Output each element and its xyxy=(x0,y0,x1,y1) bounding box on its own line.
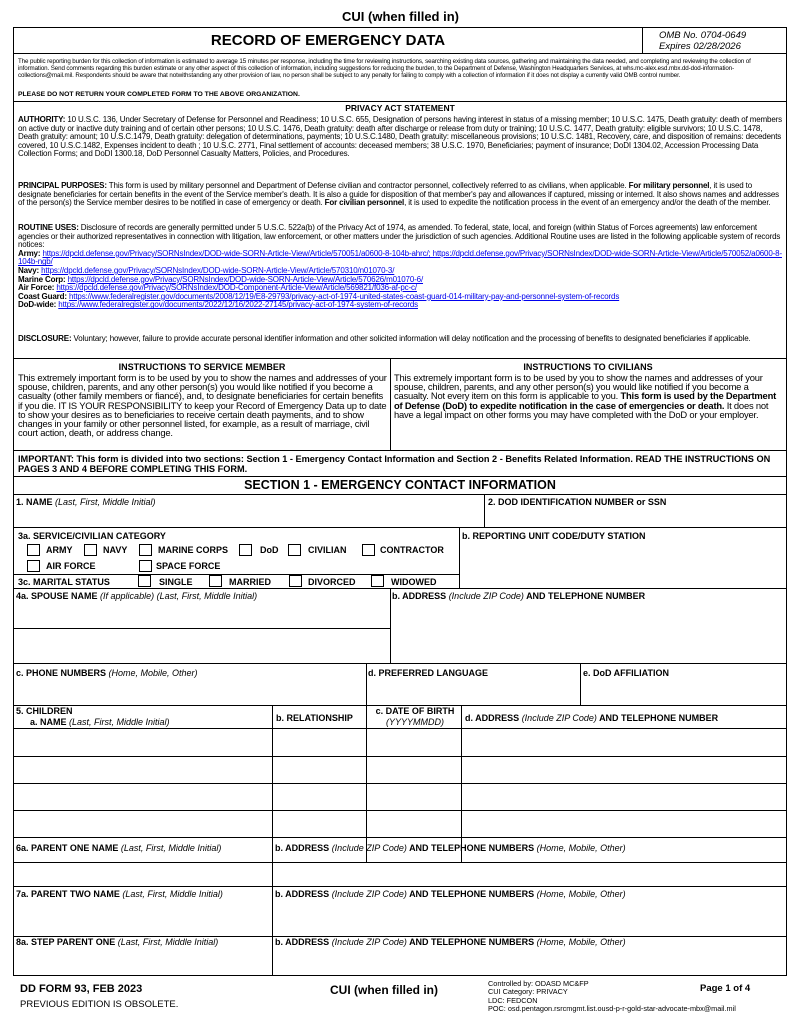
married-checkbox[interactable] xyxy=(209,575,222,587)
label-hint: (Last, First, Middle Initial) xyxy=(69,717,170,727)
label-hint: (Last, First, Middle Initial) xyxy=(117,937,219,947)
label-text: 1. NAME xyxy=(16,497,53,507)
contractor-checkbox[interactable] xyxy=(362,544,375,556)
divider xyxy=(14,527,786,528)
divider xyxy=(14,574,460,575)
single-label: SINGLE xyxy=(159,577,193,587)
purposes-text: This form is used by military personnel and Department of Defense civilian and contractor personnel, collectively referred to as civilians, when applicable. xyxy=(106,181,629,190)
label-hint: (Home, Mobile, Other) xyxy=(536,937,626,947)
member-instructions-title: INSTRUCTIONS TO SERVICE MEMBER xyxy=(118,362,286,372)
field-7a-label xyxy=(16,889,223,899)
field-6a-label xyxy=(16,843,221,853)
space-force-label: SPACE FORCE xyxy=(156,561,221,571)
label-text: b. ADDRESS xyxy=(275,937,330,947)
purposes-text: , it is used to designate beneficiaries for certain benefits in the event of the Service member's death. It is also a guide for disposition of that member's pay and allowances if captured, missing or interned. It also shows names and addresses of the person(s) the Service member desires to be notified in case of emergency or death. xyxy=(18,181,779,208)
label-text: a. NAME xyxy=(30,717,67,727)
purposes-bold: For civilian personnel xyxy=(324,198,405,208)
field-3c-label: 3c. MARITAL STATUS xyxy=(18,577,110,587)
parent-two-name-input[interactable] xyxy=(14,901,272,936)
form-page xyxy=(13,27,787,976)
obsolete-notice: PREVIOUS EDITION IS OBSOLETE. xyxy=(20,999,179,1010)
label-text: b. ADDRESS xyxy=(275,889,330,899)
label-text: 7a. PARENT TWO NAME xyxy=(16,889,120,899)
divider xyxy=(14,494,786,495)
field-2-label: 2. DOD IDENTIFICATION NUMBER or SSN xyxy=(488,497,667,507)
contractor-label: CONTRACTOR xyxy=(380,545,444,555)
label-hint: (Last, First, Middle Initial) xyxy=(55,497,156,507)
label-text: 6a. PARENT ONE NAME xyxy=(16,843,119,853)
label-text: b. ADDRESS xyxy=(275,843,330,853)
label-hint: (YYYYMMDD) xyxy=(386,717,444,727)
dod-id-input[interactable] xyxy=(485,496,786,527)
parent-two-address-input[interactable] xyxy=(273,901,786,936)
step-parent-name-input[interactable] xyxy=(14,949,272,975)
sorn-label: Army: xyxy=(18,248,41,258)
divider xyxy=(14,101,786,102)
disclosure-paragraph xyxy=(18,335,782,344)
divider xyxy=(14,663,786,664)
child-row-3[interactable] xyxy=(14,784,786,810)
single-checkbox[interactable] xyxy=(138,575,151,587)
spouse-address-input[interactable] xyxy=(391,602,786,663)
child-row-4[interactable] xyxy=(14,811,786,837)
divorced-label: DIVORCED xyxy=(308,577,356,587)
parent-one-address-input[interactable] xyxy=(273,863,786,886)
sorn-link[interactable]: https://dpcld.defense.gov/Privacy/SORNsIndex/DOD-Component-Article-View/Article/569821/f036-af-pc-c/ xyxy=(56,283,417,293)
field-6b-label xyxy=(275,843,626,853)
dod-affiliation-input[interactable] xyxy=(581,680,786,705)
sorn-link[interactable]: https://dpcld.defense.gov/Privacy/SORNsIndex/DOD-wide-SORN-Article-View/Article/570310/n01070-3/ xyxy=(41,265,395,275)
duty-station-input[interactable] xyxy=(460,542,786,588)
field-5a-label xyxy=(16,717,170,728)
label-hint: (Home, Mobile, Other) xyxy=(108,668,198,678)
widowed-label: WIDOWED xyxy=(391,577,437,587)
field-7b-label xyxy=(275,889,626,899)
controlled-by: Controlled by: ODASD MC&FP xyxy=(488,979,589,988)
sorn-label: Marine Corp: xyxy=(18,274,66,284)
dod-label: DoD xyxy=(260,545,279,555)
divider xyxy=(14,450,786,451)
form-identifier: DD FORM 93, FEB 2023 xyxy=(20,983,143,995)
name-input[interactable] xyxy=(14,496,484,527)
label-text: c. PHONE NUMBERS xyxy=(16,668,107,678)
divider xyxy=(14,886,786,887)
sorn-label: Navy: xyxy=(18,265,40,275)
purposes-bold: For military personnel xyxy=(628,181,710,190)
field-4e-label: e. DoD AFFILIATION xyxy=(583,668,669,678)
privacy-act-title: PRIVACY ACT STATEMENT xyxy=(345,103,455,113)
widowed-checkbox[interactable] xyxy=(371,575,384,587)
purposes-text: , it is used to expedite the notification process in the event of an emergency and/or the death of the member. xyxy=(404,198,771,208)
form-title: RECORD OF EMERGENCY DATA xyxy=(210,32,446,49)
disclosure-text: Voluntary; however, failure to provide accurate personal identifier information and other solicited information will delay notification and the processing of benefits to designated beneficiaries if applicable. xyxy=(71,334,751,343)
phone-numbers-input[interactable] xyxy=(14,680,366,705)
dod-checkbox[interactable] xyxy=(239,544,252,556)
label-hint: (Include ZIP Code) xyxy=(521,713,597,723)
divider xyxy=(14,628,391,629)
purposes-label: PRINCIPAL PURPOSES: xyxy=(18,181,107,190)
routine-label: ROUTINE USES: xyxy=(18,223,79,232)
marine-corps-label: MARINE CORPS xyxy=(158,545,229,555)
army-checkbox[interactable] xyxy=(27,544,40,556)
label-text: d. ADDRESS xyxy=(465,713,520,723)
label-text: AND TELEPHONE NUMBER xyxy=(599,713,719,723)
label-hint: (Include ZIP Code) xyxy=(448,591,524,601)
sorn-label: Coast Guard: xyxy=(18,291,67,301)
purposes-paragraph xyxy=(18,182,782,208)
civilian-bold-text: This form is used by the Department of Defense (DoD) to expedite notification in the case of emergencies or death. xyxy=(394,390,777,411)
label-text: 5. CHILDREN xyxy=(16,706,73,716)
label-hint: (Include ZIP Code) xyxy=(331,937,407,947)
label-text: b. ADDRESS xyxy=(392,591,447,601)
sorn-list xyxy=(18,250,782,310)
label-hint: (Include ZIP Code) xyxy=(331,889,407,899)
civilian-instructions-text xyxy=(394,373,784,419)
sorn-item xyxy=(18,250,782,267)
do-not-return-notice: PLEASE DO NOT RETURN YOUR COMPLETED FORM TO THE ABOVE ORGANIZATION. xyxy=(18,91,300,98)
sorn-link[interactable]: https://dpcld.defense.gov/Privacy/SORNsIndex/DOD-wide-SORN-Article-View/Article/570626/m01070-6/ xyxy=(67,274,424,284)
important-note: IMPORTANT: This form is divided into two sections: Section 1 - Emergency Contact Information and Section 2 - Benefits Related Information. READ THE INSTRUCTIONS ON PAGES 3 AND 4 BEFORE COMPLETING THIS FORM. xyxy=(18,454,771,474)
authority-paragraph xyxy=(18,116,782,159)
member-instructions-text: This extremely important form is to be used by you to show the names and addresses of your spouse, children, parents, and any other person(s) you would like notified if you become a casualty (other family members or fiancé), and, to designate beneficiaries for certain benefits if you die. IT IS YOUR RESPONSIBILITY to keep your Record of Emergency Data up to date to show your desires as to beneficiaries to receive certain death payments, and to show changes in your family or other personnel listed, for example, as a result of marriage, civil court action, death, or address change. xyxy=(18,372,387,439)
label-hint: (If applicable) (Last, First, Middle Initial) xyxy=(100,591,258,601)
label-text: 4a. SPOUSE NAME xyxy=(16,591,98,601)
field-8b-label xyxy=(275,937,626,947)
field-5d-label xyxy=(465,713,718,723)
ldc: LDC: FEDCON xyxy=(488,995,538,1005)
field-3b-label: b. REPORTING UNIT CODE/DUTY STATION xyxy=(462,531,646,541)
divorced-checkbox[interactable] xyxy=(289,575,302,587)
field-5b-label: b. RELATIONSHIP xyxy=(276,713,353,723)
control-block xyxy=(488,980,736,1014)
field-4b-label xyxy=(392,591,645,601)
sorn-item xyxy=(18,301,782,310)
civilian-instructions-title: INSTRUCTIONS TO CIVILIANS xyxy=(523,362,653,372)
preferred-language-input[interactable] xyxy=(367,680,580,705)
label-hint: (Include ZIP Code) xyxy=(331,843,407,853)
divider xyxy=(272,862,273,886)
label-text: c. DATE OF BIRTH xyxy=(375,706,455,716)
omb-expires: Expires 02/28/2026 xyxy=(659,41,741,52)
field-5c-label xyxy=(368,706,462,728)
top-cui-marking: CUI (when filled in) xyxy=(342,9,459,24)
civilian-checkbox[interactable] xyxy=(288,544,301,556)
field-5-label xyxy=(16,706,170,728)
authority-label: AUTHORITY: xyxy=(18,115,66,124)
authority-text: 10 U.S.C. 136, Under Secretary of Defense for Personnel and Readiness; 10 U.S.C. 655, Designation of persons having interest in status of a missing member; 10 U.S.C. 1475, Death gratuity: death of members on active duty or inactive duty training and of certain other persons; 10 U.S.C. 1476, Death gratuity: death after discharge or release from duty or training; 10 U.S.C. 1477, Death gratuity: eligible survivors; 10 U.S.C. 1478, Death gratuity: amount; 10 U.S.C.1479, Death gratuity: delegation of determinations, payments; 10 U.S.C.1480, Death gratuity: miscellaneous provisions; 10 U.S.C. 1481, Recovery, care, and disposition of remains: decedents covered, 10 U.S.C.1482, Expenses incident to death ; 10 U.S.C. 2771, Final settlement of accounts: deceased members; 38 U.S.C. 1970, Beneficiaries; payment of insurance; DoDI 1304.02, Accession Processing Data Collection Forms; and DoDI 1300.18, DoD Personnel Casualty Matters, Policies, and Procedures. xyxy=(18,115,783,159)
spouse-name-input[interactable] xyxy=(14,602,390,663)
footer-cui-marking: CUI (when filled in) xyxy=(330,983,438,997)
routine-uses-paragraph xyxy=(18,224,782,310)
navy-checkbox[interactable] xyxy=(84,544,97,556)
label-hint: (Home, Mobile, Other) xyxy=(536,889,626,899)
child-row-1[interactable] xyxy=(14,729,786,756)
field-4a-label xyxy=(16,591,257,601)
navy-label: NAVY xyxy=(103,545,128,555)
field-8a-label xyxy=(16,937,218,947)
field-4d-label: d. PREFERRED LANGUAGE xyxy=(368,668,489,678)
title-row xyxy=(14,28,786,54)
sorn-link[interactable]: https://dpcld.defense.gov/Privacy/SORNsIndex/DOD-wide-SORN-Article-View/Article/570051/a0600-8-104b-ahrc/; https://dpcld.defense.gov/Privacy/SORNsIndex/DOD-wide-SORN-Article-View/Article/570052/a0600-8-104b-ngb/ xyxy=(18,248,782,267)
civilian-text: This extremely important form is to be used by you to show the names and addresses of your spouse, children, parents, and any other person(s) you would like notified if you become a casualty. Not every item on this form is applicable to you. xyxy=(394,372,763,402)
army-label: ARMY xyxy=(46,545,73,555)
routine-text: Disclosure of records are generally permitted under 5 U.S.C. 522a(b) of the Privacy Act of 1974, as amended. To federal, state, local, and foreign (within Status of Forces agreements) law enforcement agencies or their authorized representatives in connection with litigation, law enforcement, or other matters under the jurisdiction of such agencies. Additional Routine uses are listed in the following applicable system of records notices: xyxy=(18,223,781,250)
sorn-link[interactable]: https://www.federalregister.gov/documents/2008/12/19/E8-29793/privacy-act-of-1974-united-states-coast-guard-014-military-pay-and-personnel-system-of-records xyxy=(68,291,620,301)
child-row-2[interactable] xyxy=(14,757,786,783)
label-hint: (Home, Mobile, Other) xyxy=(536,843,626,853)
omb-box xyxy=(642,28,786,54)
sorn-link[interactable]: https://www.federalregister.gov/documents/2022/12/16/2022-27145/privacy-act-of-1974-system-of-records xyxy=(58,300,418,310)
label-hint: (Last, First, Middle Initial) xyxy=(122,889,223,899)
sorn-label: DoD-wide: xyxy=(18,300,57,310)
page-number: Page 1 of 4 xyxy=(700,983,751,994)
label-hint: (Last, First, Middle Initial) xyxy=(120,843,222,853)
disclosure-label: DISCLOSURE: xyxy=(18,334,72,343)
step-parent-address-input[interactable] xyxy=(273,949,786,975)
label-text: AND TELEPHONE NUMBERS xyxy=(409,889,535,899)
divider xyxy=(14,476,786,477)
civilian-text: It does not have a legal impact on other forms you may have completed with the DoD or your employer. xyxy=(394,399,769,420)
divider xyxy=(14,588,786,589)
section-1-title: SECTION 1 - EMERGENCY CONTACT INFORMATION xyxy=(244,478,556,492)
civilian-label: CIVILIAN xyxy=(308,545,347,555)
sorn-label: Air Force: xyxy=(18,283,55,293)
label-text: 8a. STEP PARENT ONE xyxy=(16,937,116,947)
air-force-label: AIR FORCE xyxy=(46,561,96,571)
marine-corps-checkbox[interactable] xyxy=(139,544,152,556)
burden-statement: The public reporting burden for this collection of information is estimated to average 15 minutes per response, including the time for reviewing instructions, searching existing data sources, gathering and maintaining the data needed, and completing and reviewing the collection of information. Send comments regarding this burden estimate or any other aspect of this collection of information, including suggestions for reducing the burden, to the Department of Defense, Washington Headquarters Services, at whs.mc-alex.esd.mbx.dd-dod-information-collections@mail.mil. Respondents should be aware that notwithstanding any other provision of law, no person shall be subject to any penalty for failing to comply with a collection of information if it does not display a currently valid OMB control number. xyxy=(18,58,751,80)
air-force-checkbox[interactable] xyxy=(27,560,40,572)
label-text: AND TELEPHONE NUMBER xyxy=(526,591,646,601)
field-3a-label: 3a. SERVICE/CIVILIAN CATEGORY xyxy=(18,531,166,541)
label-text: AND TELEPHONE NUMBERS xyxy=(409,843,535,853)
space-force-checkbox[interactable] xyxy=(139,560,152,572)
poc: POC: osd.pentagon.rsrcmgmt.list.ousd-p-r-gold-star-advocate-mbx@mail.mil xyxy=(488,1004,736,1014)
omb-number: OMB No. 0704-0649 xyxy=(659,30,747,41)
label-text: AND TELEPHONE NUMBERS xyxy=(409,937,535,947)
divider xyxy=(14,358,786,359)
parent-one-name-input[interactable] xyxy=(14,863,272,886)
cui-category: CUI Category: PRIVACY xyxy=(488,987,568,997)
married-label: MARRIED xyxy=(229,577,271,587)
field-4c-label xyxy=(16,668,198,678)
